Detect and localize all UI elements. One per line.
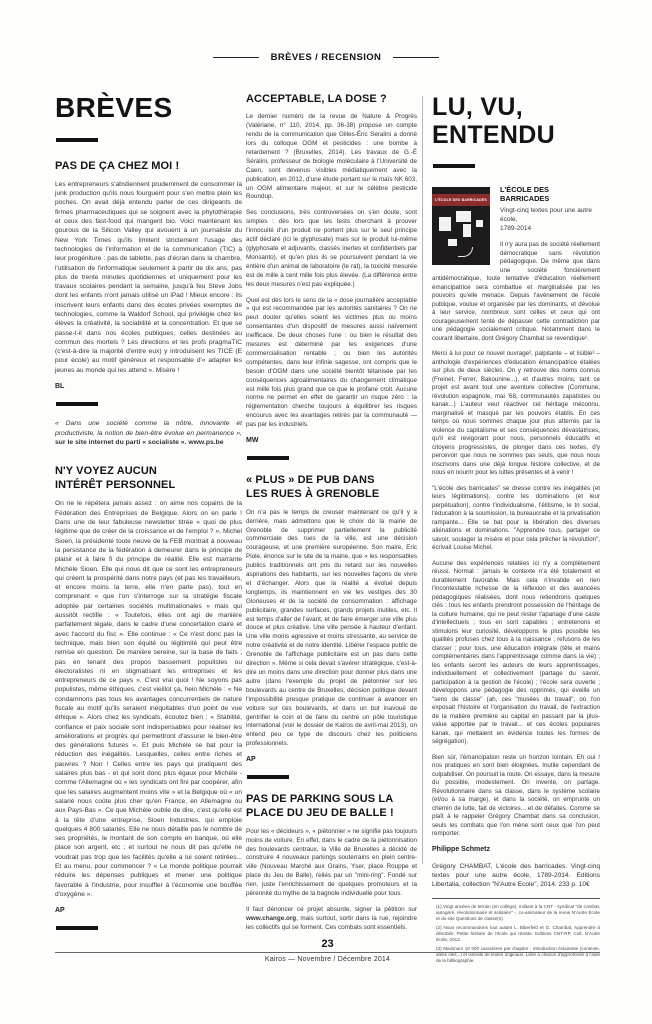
article-paragraph: Quel est dès lors le sens de la « dose journalière acceptable » qui est recommandée par les autorités sanitaires ? On ne peut douter qu'elles soient les victimes plus ou moins consentantes d'un dispositif de mesures aussi naïvement inefficace. De deux choses l'une : ou bien le résultat des mesures est déterminé par les exigences d'une commercialisation rentable ; ou bien les autorités compétentes, dans leur infinie sagesse, ont compris que le besoin d'OGM dans une société bientôt tétanisée par les conséquences agroalimentaires du changement climatique est mille fois plus grand que ce que le profane croit. Aucune norme ne permet en effet de garantir un risque zéro : la réglementation cherche toujours à équilibrer les risques encourus avec les avantages retirés par la communauté — pas par les industriels. (246, 296, 417, 429)
header-rule-left (213, 57, 259, 58)
cover-art-shape (476, 220, 483, 227)
article-paragraph: On n'a pas le temps de creuser maintenant ce qu'il y a derrière, mais admettons que le choix de la mairie de Grenoble de supprimer partiellement la publicité commerciale des rues de la ville, est une décision courageuse, et une première européenne. Son maire, Eric Piole, énonce sur le site de la mairie, que « les responsables publics traditionnels ont pris du retard sur les nouvelles aspirations des habitants, sur les nouvelles façons de vivre et d'échanger. Alors que la réalité a évolué depuis longtemps, ils maintiennent en vie les vestiges des 30 Glorieuses et de la société de consommation : affichage publicitaire, grandes surfaces, grands projets inutiles, etc. Il est temps d'aller de l'avant, et de faire émerger une ville plus douce et plus créative. Une ville pensée à hauteur d'enfant. Une ville moins agressive et moins stressante, au service de notre créativité et de notre identité. Libérer l'espace public de Grenoble de l'affichage publicitaire est un pas dans cette direction ». Même si cela devait s'avérer stratégique, c'est-à-dire un moins dans une direction pour donner plus dans une autre (dans l'exemple du projet de piétonnier sur les boulevards au centre de Bruxelles, décision politique devant l'impossibilité presque pratique de continuer à avancer en voiture sur ces boulevards, et dans un but inavoué de gentrifier le coin et de faire du centre un pôle touristique international (voir le dossier de Kairos de avril-mai 2013), on entend peu ce type de discours chez les politiciens professionnels. (246, 508, 417, 748)
footnote-1: (1) Vingt années de terrain (en collège), militant à la CNT - syndicat "de combat, autogéré, révolutionnaire et solidaire" -, co-animateur de la revue N'Autre École et du site Questions de classe(s). (436, 904, 600, 922)
author-initials: BL (55, 383, 65, 391)
article-title: PAS DE PARKING SOUS LA PLACE DU JEU DE BALLE ! (246, 793, 394, 820)
article-title: N'Y VOYEZ AUCUN INTÉRÊT PERSONNEL (55, 464, 176, 492)
review-paragraph: Il n'y aura pas de société réellement démocratique sans révolution pédagogique. De même que dans une société foncièrement antidémocratique, toute tentative d'éducation réellement émancipatrice sera combattue et marginalisée par les pouvoirs qu'elle menace. Depuis l'avènement de l'école publique, voulue et organisée par les dominants, et dévolue à leur service, nombreux sont celles et ceux qui ont courageusement tenté de dépasser cette contradiction par une pédagogie socialement critique. Notamment dans le courant libertaire, dont Grégory Chambat se revendique¹. (432, 241, 600, 342)
book-title: L'ÉCOLE DES BARRICADES (500, 185, 550, 203)
author-initials: MW (246, 437, 259, 445)
cover-art-shape (463, 224, 471, 237)
article-ny-voyez-aucun-interet (55, 464, 242, 930)
cover-art-shape (439, 217, 451, 231)
article-paragraph: Ses conclusions, très controversées on s'en doute, sont simples : dès lors que les tests cherchant à prouver l'innocuité d'un produit ne portent plus sur le seul principe actif déclaré (ici le glyphosate) mais sur le produit lui-même (glyphosate et adjuvants, classés inertes et confidentiels par Monsanto), et qu'en plus ils se poursuivent pendant la vie entière d'un animal de laboratoire (le rat), la toxicité mesurée est de mille à cent mille fois plus élevée. (La différence entre les deux mesures n'est pas expliquée.) (246, 209, 417, 288)
article-paragraph: Pour les « décideurs », « piétonnier » ne signifie pas toujours moins de voiture. En effet, dans le cadre de la piétonnisation des boulevards centraux, la Ville de Bruxelles a décidé de construire 4 nouveaux parkings souterrains en plein centre-ville (Nouveau Marché aux Grains, Yser, place Rouppe et place du Jeu de Balle), reliés par un "mini-ring". Fondé sur rien, juste l'enrichissement de quelques promoteurs et la pérennité du mythe de la bagnole individuelle pour tous. (246, 827, 417, 898)
recension-title-line2: ENTENDU (432, 120, 555, 149)
book-cover (432, 187, 490, 265)
pull-quote (55, 419, 242, 448)
article-paragraph: Les entrepreneurs s'abstiennent prudemment de consommer la junk production qu'ils nous fourguent pour s'en mettre plein les poches. On avait déjà entendu parler de ces dirigeants de firmes pharmaceutiques qui se soignent avec la phytothérapie et ceux des fast-food qui mangent bio. Voici maintenant les gourous de la Silicon Valley qui avouent à un journaliste du New York Times qu'ils limitent strictement l'usage des technologies de l'information et de la communication (TIC) à leur progéniture : pas de tablette, pas d'écran dans la chambre, l'utilisation de l'informatique seulement à partir de dix ans, pas plus de trente minutes quotidiennes et uniquement pour les travaux scolaires pendant la semaine, jusqu'à feu Steve Jobs dont les enfants n'ont jamais utilisé un iPad ! Mieux encore : ils inscrivent leurs enfants dans des écoles privées exemptes de technologies, comme la Waldorf School, qui privilégie chez les élèves la créativité, la sociabilité et la concentration. Et que se passe-t-il dans nos écoles publiques, celles destinées au commun des mortels ? Les directions et les profs pragmaTIC (c'est-à-dire la majorité d'entre eux) y introduisent les TICE (E pour école) au motif généreux et responsable d'« adapter les jeunes au monde qui les attend ». Misère ! (55, 180, 242, 374)
reviewer-signature: Philippe Schmetz (432, 845, 490, 853)
book-subtitle: Vingt-cinq textes pour une autre école, (500, 207, 593, 223)
author-initials: AP (55, 907, 65, 915)
book-review (432, 185, 600, 343)
page-number: 23 (321, 938, 334, 950)
cover-art-figure (458, 247, 473, 257)
cover-art-shape (456, 211, 471, 222)
book-cover-title-band (432, 194, 490, 206)
paragraph-text: Il faut dénoncer ce projet absurde, signer la pétition sur (246, 906, 417, 914)
page-footer (55, 938, 600, 963)
recension-section-title (432, 94, 600, 149)
pull-quote-bold: sur le site internet du parti « socialiste ». www.ps.be (55, 439, 224, 447)
section-divider-rule (56, 402, 98, 406)
recension-title-line1: LU, VU, (432, 93, 523, 121)
journal-issue-line: Kairos — Novembre / Décembre 2014 (264, 956, 391, 963)
footer-rule (55, 952, 600, 953)
pull-quote-italic: « Dans une société comme la nôtre, innovante et productiviste, la notion de bien-être évolue en permanence », (55, 420, 242, 437)
article-plus-de-pub-grenoble (246, 473, 417, 763)
petition-url: www.change.org (246, 914, 297, 922)
section-divider-rule (56, 926, 98, 930)
header-title: BRÈVES / RECENSION (270, 52, 382, 63)
header-rule-right (393, 57, 439, 58)
title-underline-rule (56, 138, 98, 142)
column-breves (55, 92, 242, 944)
article-paragraph: On ne le répétera jamais assez : on aime nos copains de la Fédération des Entreprises de Belgique. Alors on en parle ! Dans une de leur fabuleuse newsletter titrée « quoi de plus légitime que de créer de la croissance et de l'emploi ? », Michel Sioen, la présidente toute neuve de la FEB montrait à nouveau la persistance de la fédération à demeurer dans le principe de plaisir et à faire fi du principe de réalité. Elle est marrante Michèle Sioen. Elle qui nous dit que ce sont les entrepreneurs qui créent la prospérité dans notre pays (et pas les travailleurs, et encore moins la terre, elle n'en parle pas), tout en comprenant « que l'on s'interroge sur la stratégie fiscale adoptée par certaines sociétés multinationales » mais qui aussitôt rectifie : « Toutefois, elles ont agi de manière parfaitement légale, dans le cadre d'une concertation claire et avec l'accord du fisc ». Elle continue : « Ce n'est donc pas la technique, mais bien son équité ou légitimité qui peut être remise en question. De manière sereine, sur la base de faits ; pas en tenant des propos bassement populistes ou électoralistes ni en stigmatisant les entreprises et les entrepreneurs de ce pays ». C'est vrai quoi ! Ne soyons pas populistes, même éthiques, c'est vieillot ça, hein Michèle : « Ne condamnons pas tous les avantages concurrentiels de nature fiscale au motif qu'ils seraient inéquitables d'un point de vue éthique ». Alors chez les syndicats, écoutez bien : « Stabilité, confiance et paix sociale sont indispensables pour réaliser les améliorations et progrès qui permettront d'assurer le bien-être des générations futures ». Et puis Michèle se bat pour la réduction des inégalités. Lesquelles, celles entre riches et pauvres ? Non ! Celles entre les pays qui pratiquent des salaires plus bas - et qui sont donc plus égaux pour Michèle - comme l'Allemagne où « les syndicats ont fini par coopérer, afin que les salaires augmentent moins vite » et la Belgique où « un salarié nous coûte plus cher qu'en France, en Allemagne ou aux Pays-Bas ». Ce que Michèle oublie de dire, c'est qu'elle est à la tête d'une entreprise, Sioen Industries, qui emploie quelques 4 800 salariés. Elle ne nous détaille pas le nombre de ses propriétés, le montant de son compte en banque, où elle place son argent, etc ; et surtout ne nous dit pas qu'elle ne voudrait pas trop que les facilités qu'elle a lui soient retirées... Et au menu, pour commencer ? « Le monde politique pourrait réduire les dépenses publiques et mener une politique favorable à l'industrie, pour insuffler à l'économie une bouffée d'oxygène ». (55, 500, 242, 898)
section-divider-rule (247, 775, 289, 779)
column-recension (432, 92, 600, 964)
page-header (0, 52, 652, 63)
book-cover-title: L'ÉCOLE DES BARRICADES (435, 198, 487, 202)
article-title: PAS DE ÇA CHEZ MOI ! (55, 159, 180, 172)
section-divider-rule (247, 456, 289, 460)
author-initials: AP (246, 756, 256, 764)
footnote-3: (3) Maximum 10 000 caractères par chapitre : introduction éclairante (contexte, idées clés...) et extraits de textes originaux. Libre à chacun d'approfondir à l'aide de la bibliographie. (436, 946, 600, 964)
article-paragraph: Le dernier numéro de la revue de Nature & Progrès (Valériane, n° 110, 2014, pp. 36-38) propose un compte rendu de la communication que Gilles-Éric Séralini a donné lors du colloque OGM et pesticides : une bombe à retardement ? (Bruxelles, 2014). Les travaux de G.-É Séralini, professeur de biologie moléculaire à l'Université de Caen, sont devenus visibles médiatiquement avec la publication, en 2012, d'une étude portant sur le maïs NK 603, un OGM alimentaire majeur, et sur le célèbre pesticide Roundup. (246, 113, 417, 201)
footnote-2: (2) Nous recommandons tout autant L. Biberfeld et G. Chambat, Apprendre à désobéir. Petite histoire de l'école qui résiste. Editions CNT-RP, Coll. N'Autre école, 2012. (436, 925, 600, 943)
article-title: « PLUS » DE PUB DANS LES RUES À GRENOBLE (246, 474, 380, 501)
article-title: ACCEPTABLE, LA DOSE ? (246, 93, 387, 105)
article-pas-de-parking (246, 792, 417, 933)
column-middle (246, 92, 417, 944)
review-paragraph: "L'école des barricades" se dresse contre les inégalités (et leurs légitimations), contre les dominations (et leur perpétuation), contre l'individualisme, l'élitisme, le tri social, l'éducation à la soumission, la bureaucratie et la privatisation rampante... Elle se bat pour la libération des diverses aliénations et dominations. "Apprendre tous, partager ce savoir, soulager la misère et pour cela prêcher la révolution", écrivait Louise Michel. (432, 484, 600, 551)
paragraph-text: , mais surtout, sortir dans la rue, rejoindre les collectifs qui se forment. Ces combats sont essentiels. (246, 914, 417, 931)
footnotes-divider-rule (432, 898, 600, 899)
book-subtitle-dates: 1789-2014 (500, 225, 532, 232)
cover-art-shape (448, 239, 457, 246)
review-paragraph: Merci à lui pour ce nouvel ouvrage², palpitante – et lisible³ – anthologie d'expériences d'éducation émancipatrice étalées sur plus de deux siècles. On y retrouve des noms connus (Freinet, Ferrer, Bakounine...), et d'autres moins, tant ce projet est avant tout une aventure collective (Commune, révolution espagnole, mai '68, communautés zapatistes ou kanak...) L'auteur veut réactiver cet héritage méconnu, marginalisé et masqué par les pouvoirs établis. En ces temps où nous sommes chaque jour plus atterrés par la violence du capitalisme et ses conséquences dévastatrices, qu'il est revigorant pour nous, personnels éducatifs et citoyens progressistes, de plonger dans ces textes, d'y percevoir que nous ne sommes pas seuls, que nous nous inscrivons dans une déjà longue histoire collective, et de nous en nourrir pour les luttes présentes et à venir ! (432, 350, 600, 476)
column-divider-rule (422, 96, 423, 864)
article-pas-de-ca-chez-moi (55, 159, 242, 391)
review-paragraph: Bien sûr, l'émancipation reste un horizon lointain. Eh oui ! nos pratiques en sont bien éloignées. Inutile cependant de culpabiliser. On poursuit la route. On essaye, dans la mesure du possible, modestement. On invente, on partage. Révolutionnaire dans sa classe, dans le système scolaire (et/ou à sa marge), et dans la société, on emprunte un chemin de lutte, fait de victoires... et de défaites. Comme se plaît à le rappeler Grégory Chambat dans sa conclusion, seuls les combats que l'on mène sont ceux que l'on peut remporter. (432, 753, 600, 837)
review-paragraph: Aucune des expériences relatées ici n'y a complètement réussi. Normal : jamais le contexte n'a été totalement et durablement favorable. Mais cela n'invalide en rien l'incontestable richesse de la réflexion et des avancées pédagogiques réalisées, dont nous retiendrons quelques clés : tous les enfants prendront possession de l'héritage de la culture humaine, qui ne peut rester l'apanage d'une caste d'intellectuels ; tous en sont capables ; entretenons et stimulons leur curiosité, développons le plus possible les qualités profuses chez tous à la naissance ; refusons de les classer ; pour tous, une éducation intégrale (tête et mains complémentaires dans l'apprentissage comme dans la vie) ; les enfants seront les auteurs de leurs apprentissages, individuellement et collectivement (partage du savoir, participation à la gestion de l'école) ; l'école sera ouverte ; développons une pédagogie des opprimés, qui éveille un "sens de classe" (ah, ces "musées du travail", où l'on exposait l'histoire et l'organisation du travail, de l'extraction de la matière première au capital en passant par la plus-value apportée par le travail... et ces écoles populaires kanak, qui mettaient en évidence toutes les formes de ségrégation). (432, 559, 600, 745)
title-underline-rule (433, 164, 475, 168)
book-reference: Grégory CHAMBAT, L'école des barricades. Vingt-cinq textes pour une autre école, 1789-2014. Editions Libertalia, collection "N'Autre Ecole", 2014. 233 p. 10€ (432, 862, 600, 888)
breves-section-title: BRÈVES (55, 92, 173, 123)
article-acceptable-la-dose (246, 92, 417, 444)
article-paragraph (246, 906, 417, 933)
